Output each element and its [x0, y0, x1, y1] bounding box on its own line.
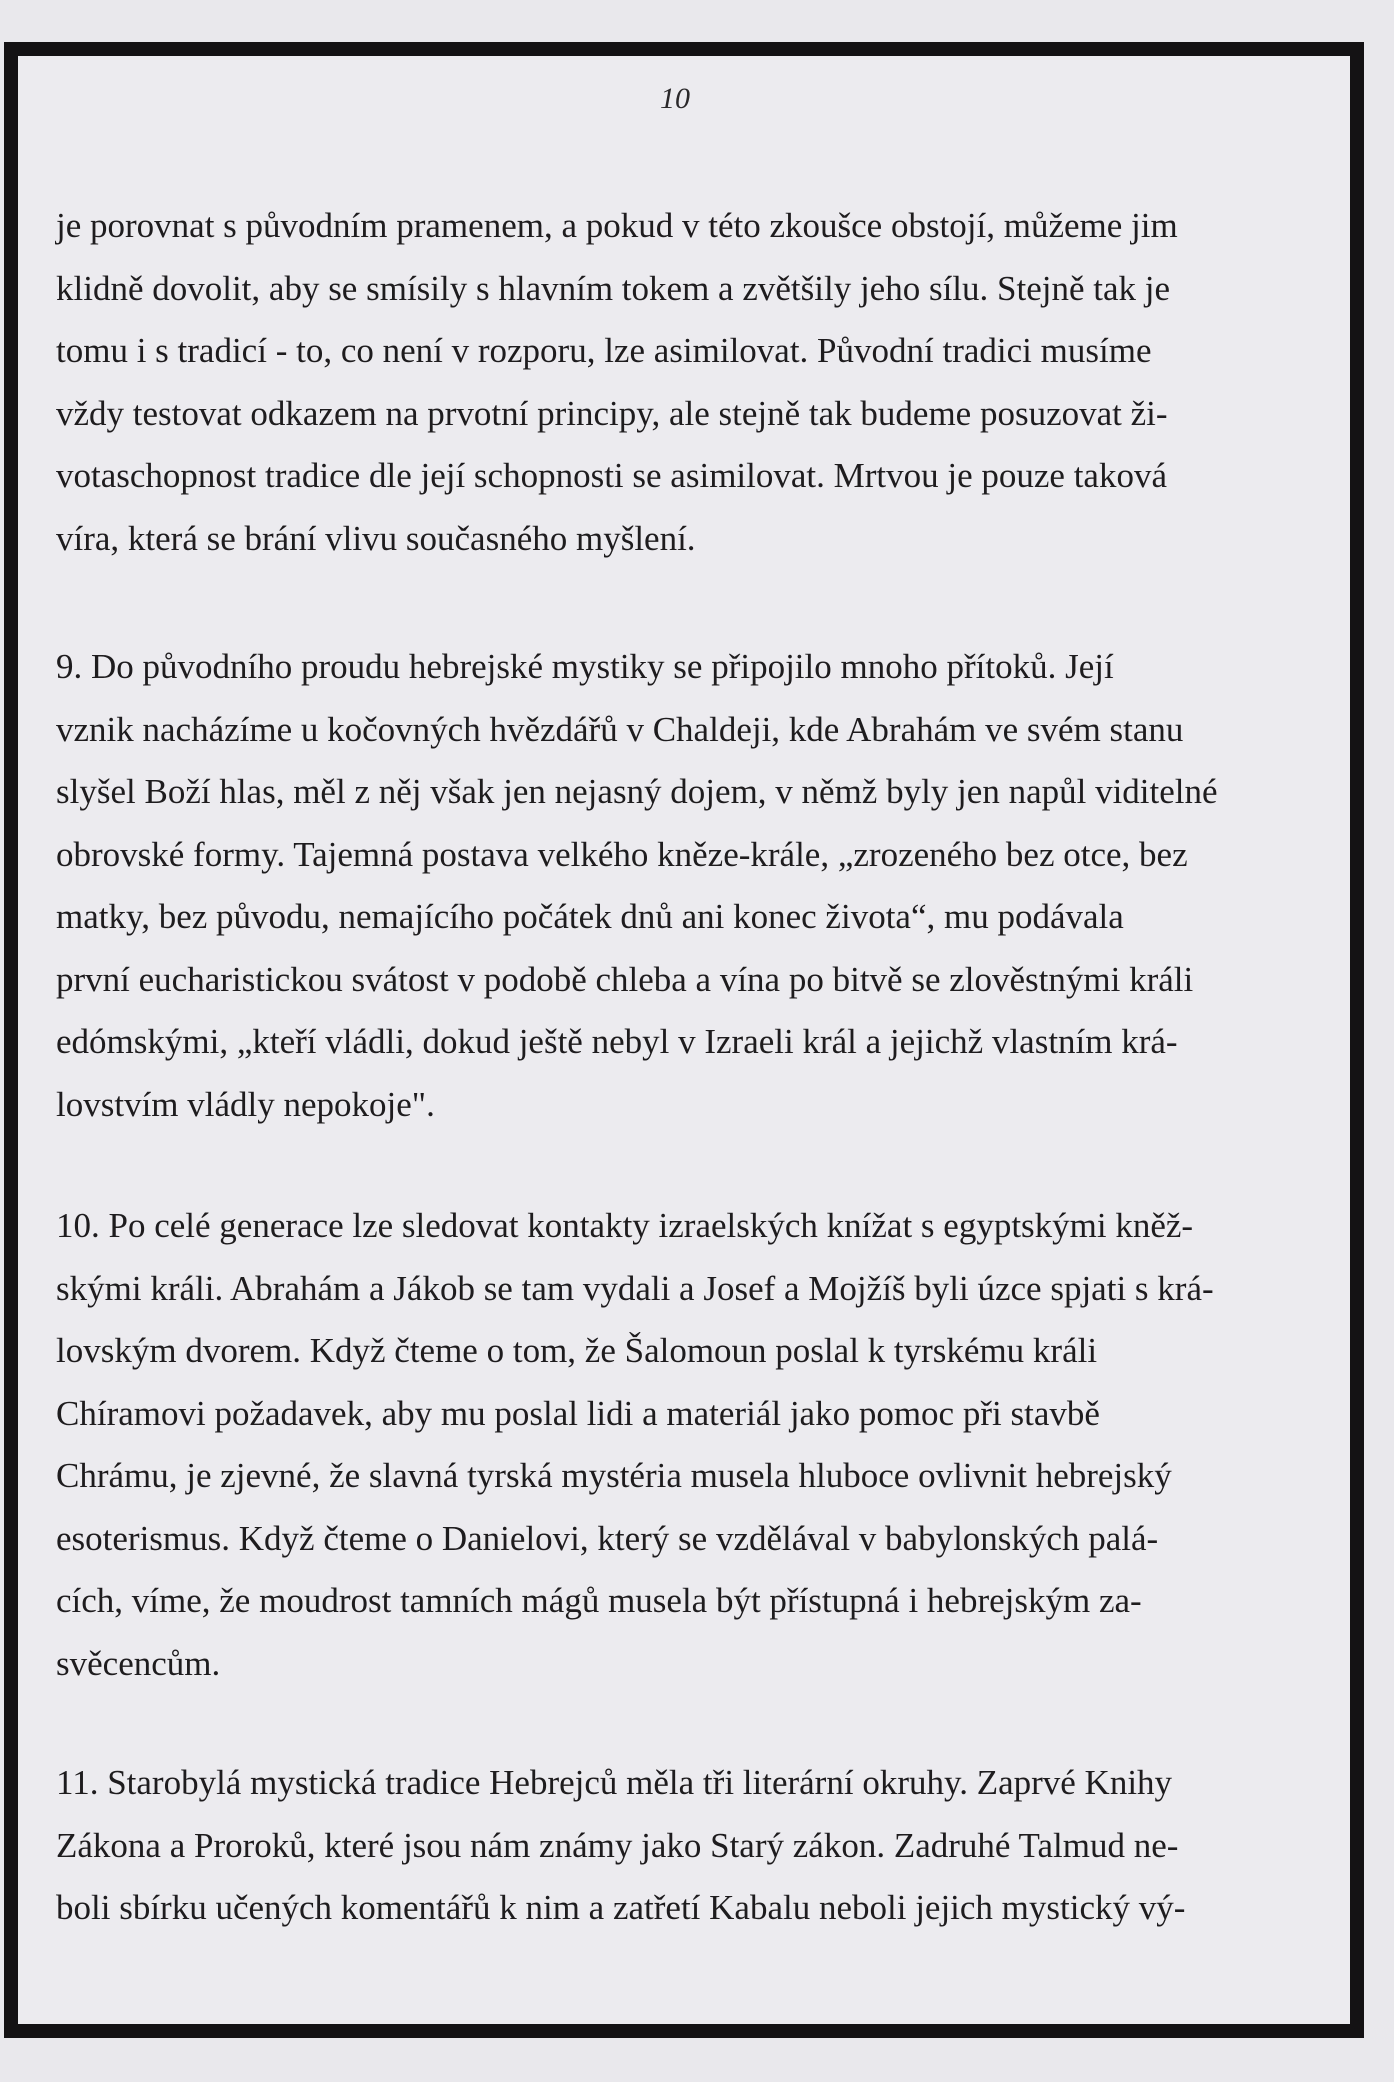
- text-line: esoterismus. Když čteme o Danielovi, který se vzdělával v babylonských palá-: [56, 1518, 1159, 1558]
- text-line: matky, bez původu, nemajícího počátek dnů ani konec života“, mu podávala: [56, 897, 1124, 936]
- text-line: Chrámu, je zjevné, že slavná tyrská mystéria musela hluboce ovlivnit hebrejský: [56, 1456, 1172, 1495]
- text-line: víra, která se brání vlivu současného myšlení.: [56, 518, 696, 558]
- paragraph-9: [56, 636, 1322, 1136]
- text-line: edómskými, „kteří vládli, dokud ještě nebyl v Izraeli král a jejichž vlastním krá-: [56, 1022, 1178, 1061]
- text-line: cích, víme, že moudrost tamních mágů musela být přístupná i hebrejským za-: [56, 1581, 1142, 1620]
- paragraph-10: [56, 1195, 1322, 1695]
- text-line: tomu i s tradicí - to, co není v rozporu, lze asimilovat. Původní tradici musíme: [56, 331, 1152, 370]
- text-line: skými králi. Abrahám a Jákob se tam vydali a Josef a Mojžíš byli úzce spjati s krá-: [56, 1268, 1214, 1308]
- text-line: slyšel Boží hlas, měl z něj však jen nejasný dojem, v němž byly jen napůl viditelné: [56, 772, 1218, 811]
- text-line: svěcencům.: [56, 1643, 221, 1683]
- page-number: 10: [660, 82, 690, 115]
- text-line: 11. Starobylá mystická tradice Hebrejců měla tři literární okruhy. Zaprvé Knihy: [56, 1763, 1173, 1802]
- text-line: lovským dvorem. Když čteme o tom, že Šalomoun poslal k tyrskému králi: [56, 1331, 1098, 1370]
- text-line: je porovnat s původním pramenem, a pokud v této zkoušce obstojí, můžeme jim: [56, 206, 1178, 245]
- text-line: vznik nacházíme u kočovných hvězdářů v Chaldeji, kde Abrahám ve svém stanu: [56, 709, 1184, 749]
- text-line: klidně dovolit, aby se smísily s hlavním tokem a zvětšily jeho sílu. Stejně tak je: [56, 268, 1171, 308]
- text-line: Chíramovi požadavek, aby mu poslal lidi a materiál jako pomoc při stavbě: [56, 1393, 1100, 1433]
- text-line: obrovské formy. Tajemná postava velkého kněze-krále, „zrozeného bez otce, bez: [56, 834, 1188, 874]
- text-line: boli sbírku učených komentářů k nim a zatřetí Kabalu neboli jejich mystický vý-: [56, 1888, 1186, 1927]
- text-line: votaschopnost tradice dle její schopnosti se asimilovat. Mrtvou je pouze taková: [56, 456, 1167, 495]
- text-line: vždy testovat odkazem na prvotní principy, ale stejně tak budeme posuzovat ži-: [56, 393, 1168, 433]
- text-line: 9. Do původního proudu hebrejské mystiky se připojilo mnoho přítoků. Její: [56, 647, 1114, 686]
- text-line: lovstvím vládly nepokoje".: [56, 1084, 435, 1124]
- paragraph-11: [56, 1752, 1322, 1940]
- text-line: první eucharistickou svátost v podobě chleba a vína po bitvě se zlověstnými králi: [56, 959, 1194, 999]
- text-line: Zákona a Proroků, které jsou nám známy jako Starý zákon. Zadruhé Talmud ne-: [56, 1825, 1179, 1865]
- text-line: 10. Po celé generace lze sledovat kontakty izraelských knížat s egyptskými kněž-: [56, 1206, 1194, 1245]
- paragraph-continuation: [56, 195, 1322, 570]
